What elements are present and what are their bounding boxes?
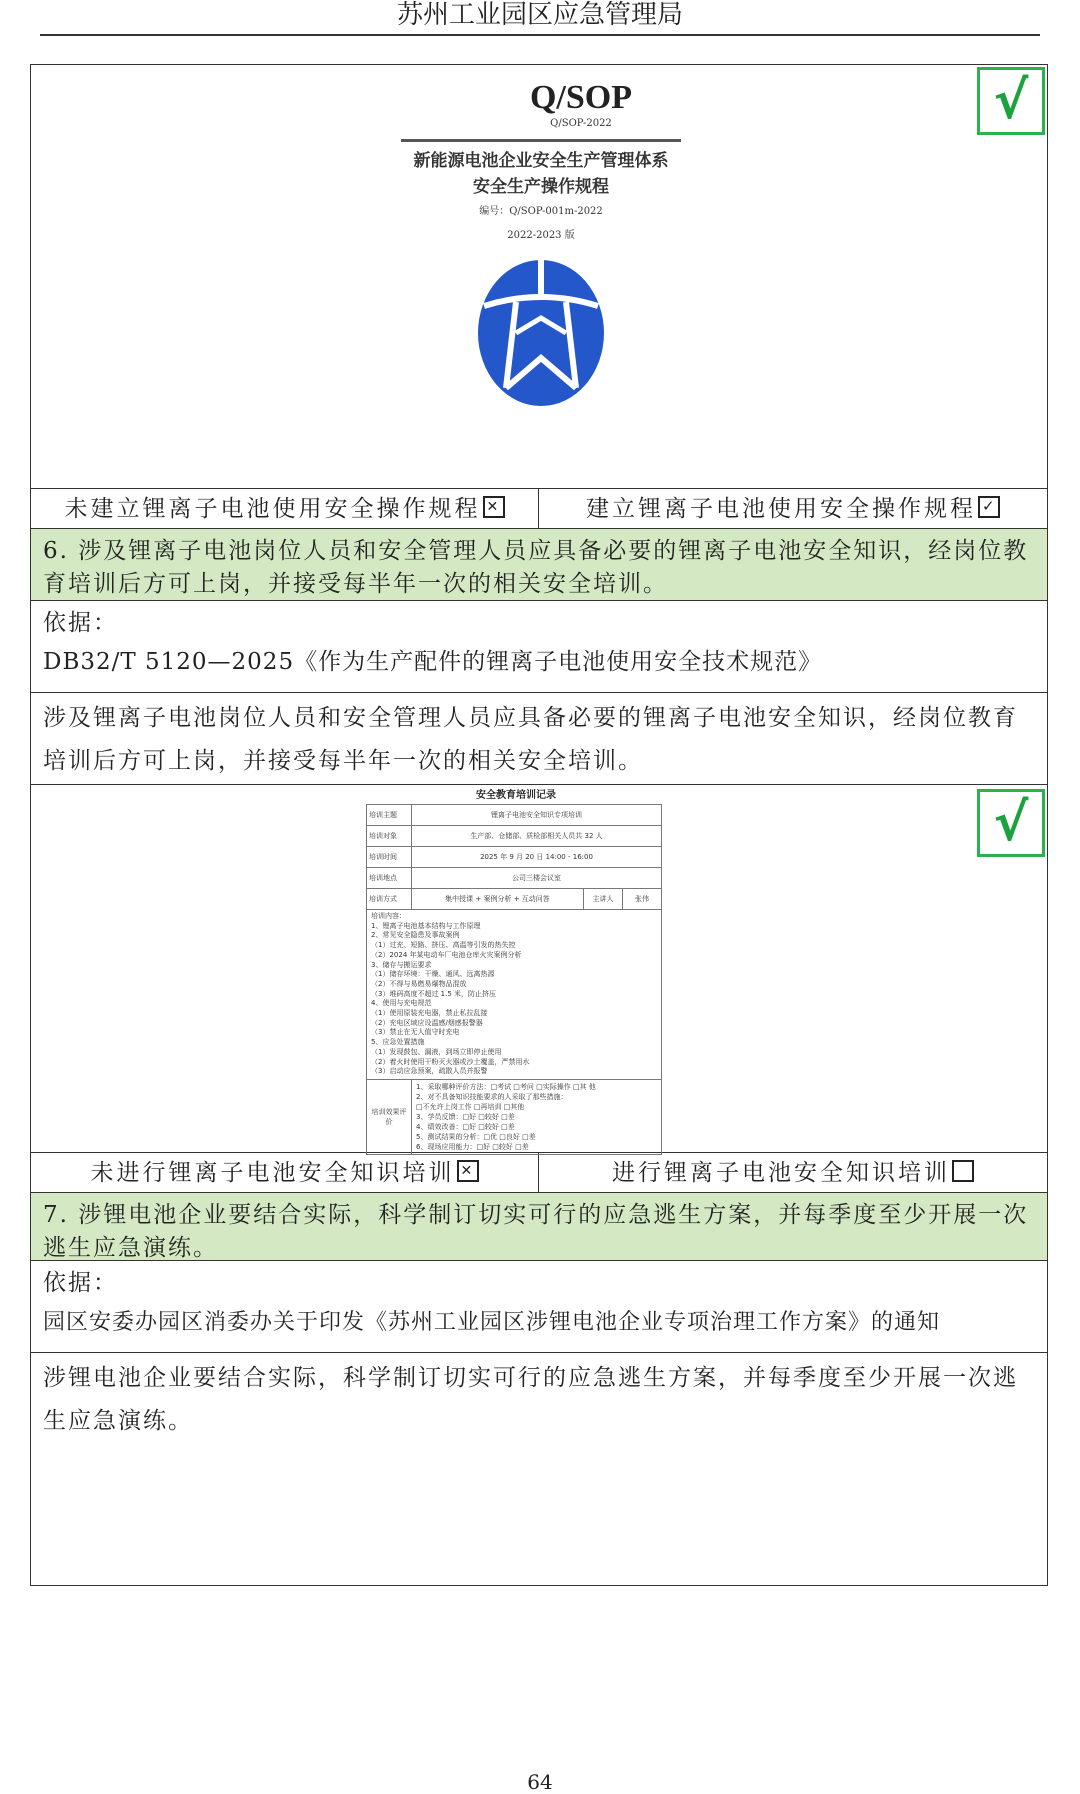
record-eval-line: 6、现场应用能力：□好 □较好 □差 [416,1142,529,1151]
record-content-line: （2）2024 年某电动车厂电池仓库火灾案例分析 [371,950,522,959]
option-not-trained[interactable] [31,1153,539,1192]
page-header [40,0,1040,36]
record-content-line: （1）发现鼓包、漏液，到场立即停止使用 [371,1047,502,1056]
sop-title-2: 安全生产操作规程 [473,177,609,197]
training-record-image [366,788,666,1155]
checkbox-checked-icon[interactable] [978,496,1000,518]
record-content [367,910,662,1080]
record-cell-label: 培训主题 [367,805,412,826]
record-cell-value: 集中授课 + 案例分析 + 互动问答 [412,889,584,910]
sop-logo-text: Q/SOP [529,79,633,116]
record-eval-line: 1、采取哪种评价方法：□考试 □考问 □实际操作 □其 他 [416,1082,596,1091]
header-title: 苏州工业园区应急管理局 [396,0,683,30]
item-6-basis [31,601,1047,693]
option-established[interactable] [539,489,1047,528]
record-row [367,868,662,889]
record-eval-row [367,1079,662,1154]
training-options-row [31,1153,1047,1193]
sop-title-1: 新能源电池企业安全生产管理体系 [413,151,669,171]
sop-cover-image [401,79,681,408]
record-host-label: 主讲人 [584,889,623,910]
record-eval-line: □不允许上岗工作 □再培训 □其他 [416,1102,525,1111]
record-cell-label: 培训地点 [367,868,412,889]
record-eval-line: 3、学员反馈：□好 □较好 □差 [416,1112,515,1121]
page-number: 64 [527,1770,553,1794]
option-trained[interactable] [539,1153,1047,1192]
sop-logo-sub: Q/SOP-2022 [550,118,612,129]
sop-divider [401,139,681,142]
record-eval-line: 2、对不具备知识技能要求的人采取了那些措施： [416,1092,568,1101]
sop-code: 编号：Q/SOP-001m-2022 [479,206,603,217]
record-content-line: （1）过充、短路、挤压、高温等引发的热失控 [371,941,516,950]
checkbox-crossed-icon[interactable] [457,1160,479,1182]
record-cell-value: 生产部、仓储部、质检部相关人员共 32 人 [412,826,662,847]
record-content-line: （2）着火时使用干粉灭火器或沙土覆盖，严禁用水 [371,1057,530,1066]
record-cell-label: 培训时间 [367,847,412,868]
record-content-line: （2）充电区域应设温感/烟感报警器 [371,1018,483,1027]
sop-edition: 2022-2023 版 [507,230,575,241]
record-cell-label: 培训方式 [367,889,412,910]
record-eval-line: 4、绩效改善：□好 □较好 □差 [416,1122,515,1131]
item-7-heading: 7. 涉锂电池企业要结合实际，科学制订切实可行的应急逃生方案，并每季度至少开展一次逃生应急演练。 [31,1193,1047,1261]
check-mark-icon: √ [977,67,1045,135]
sop-image-cell [31,65,1047,489]
option-label: 建立锂离子电池使用安全操作规程 [586,496,976,522]
basis-label: 依据： [43,610,118,636]
check-mark-icon: √ [977,789,1045,857]
record-table [366,804,662,1155]
record-content-line: 4、使用与充电规范 [371,999,432,1008]
option-label: 未建立锂离子电池使用安全操作规程 [64,496,481,522]
record-row [367,826,662,847]
item-6-heading: 6. 涉及锂离子电池岗位人员和安全管理人员应具备必要的锂离子电池安全知识，经岗位教育培训后方可上岗，并接受每半年一次的相关安全培训。 [31,529,1047,601]
record-title: 安全教育培训记录 [476,790,556,801]
checkbox-empty-icon[interactable] [952,1160,974,1182]
item-7-content: 涉锂电池企业要结合实际，科学制订切实可行的应急逃生方案，并每季度至少开展一次逃生应急演练。 [43,1365,1018,1434]
option-label: 进行锂离子电池安全知识培训 [612,1160,950,1186]
item-7-basis [31,1261,1047,1353]
record-content-line: （3）堆码高度不超过 1.5 米，防止挤压 [371,989,497,998]
option-label: 未进行锂离子电池安全知识培训 [90,1160,455,1186]
record-content-line: 1、锂离子电池基本结构与工作原理 [371,921,481,930]
record-content-line: 5、应急处置措施 [371,1038,425,1047]
record-content-line: （3）启动应急预案，疏散人员并报警 [371,1067,488,1076]
sop-options-row [31,489,1047,529]
record-eval-label: 培训效果评价 [367,1079,412,1154]
item-6-content: 涉及锂离子电池岗位人员和安全管理人员应具备必要的锂离子电池安全知识，经岗位教育培训后方可上岗，并接受每半年一次的相关安全培训。 [31,693,1047,785]
record-row [367,805,662,826]
record-content-line: 3、储存与搬运要求 [371,960,432,969]
record-content-line: 2、常见安全隐患及事故案例 [371,931,460,940]
record-cell-value: 2025 年 9 月 20 日 14:00 - 16:00 [412,847,662,868]
record-cell-label: 培训对象 [367,826,412,847]
record-eval-line: 5、测试结果的分析：□优 □良好 □差 [416,1132,536,1141]
record-content-line: 培训内容： [371,912,406,920]
basis-label: 依据： [43,1270,118,1296]
sop-emblem-icon [476,258,606,408]
record-host-value: 张伟 [623,889,662,910]
record-content-line: （3）禁止在无人值守时充电 [371,1028,460,1037]
basis-text: DB32/T 5120—2025《作为生产配件的锂离子电池使用安全技术规范》 [43,649,823,675]
record-eval [412,1079,662,1154]
record-content-line: （2）不得与易燃易爆物品混放 [371,979,467,988]
option-not-established[interactable] [31,489,539,528]
basis-text: 园区安委办园区消委办关于印发《苏州工业园区涉锂电池企业专项治理工作方案》的通知 [43,1310,941,1335]
checkbox-crossed-icon[interactable] [483,496,505,518]
record-content-line: （1）储存环境：干燥、通风、远离热源 [371,970,495,979]
record-content-row [367,910,662,1080]
record-cell-value: 公司三楼会议室 [412,868,662,889]
record-row [367,847,662,868]
record-content-line: （1）使用原装充电器，禁止私拉乱接 [371,1009,488,1018]
record-method-row [367,889,662,910]
record-cell-value: 锂离子电池安全知识专项培训 [412,805,662,826]
